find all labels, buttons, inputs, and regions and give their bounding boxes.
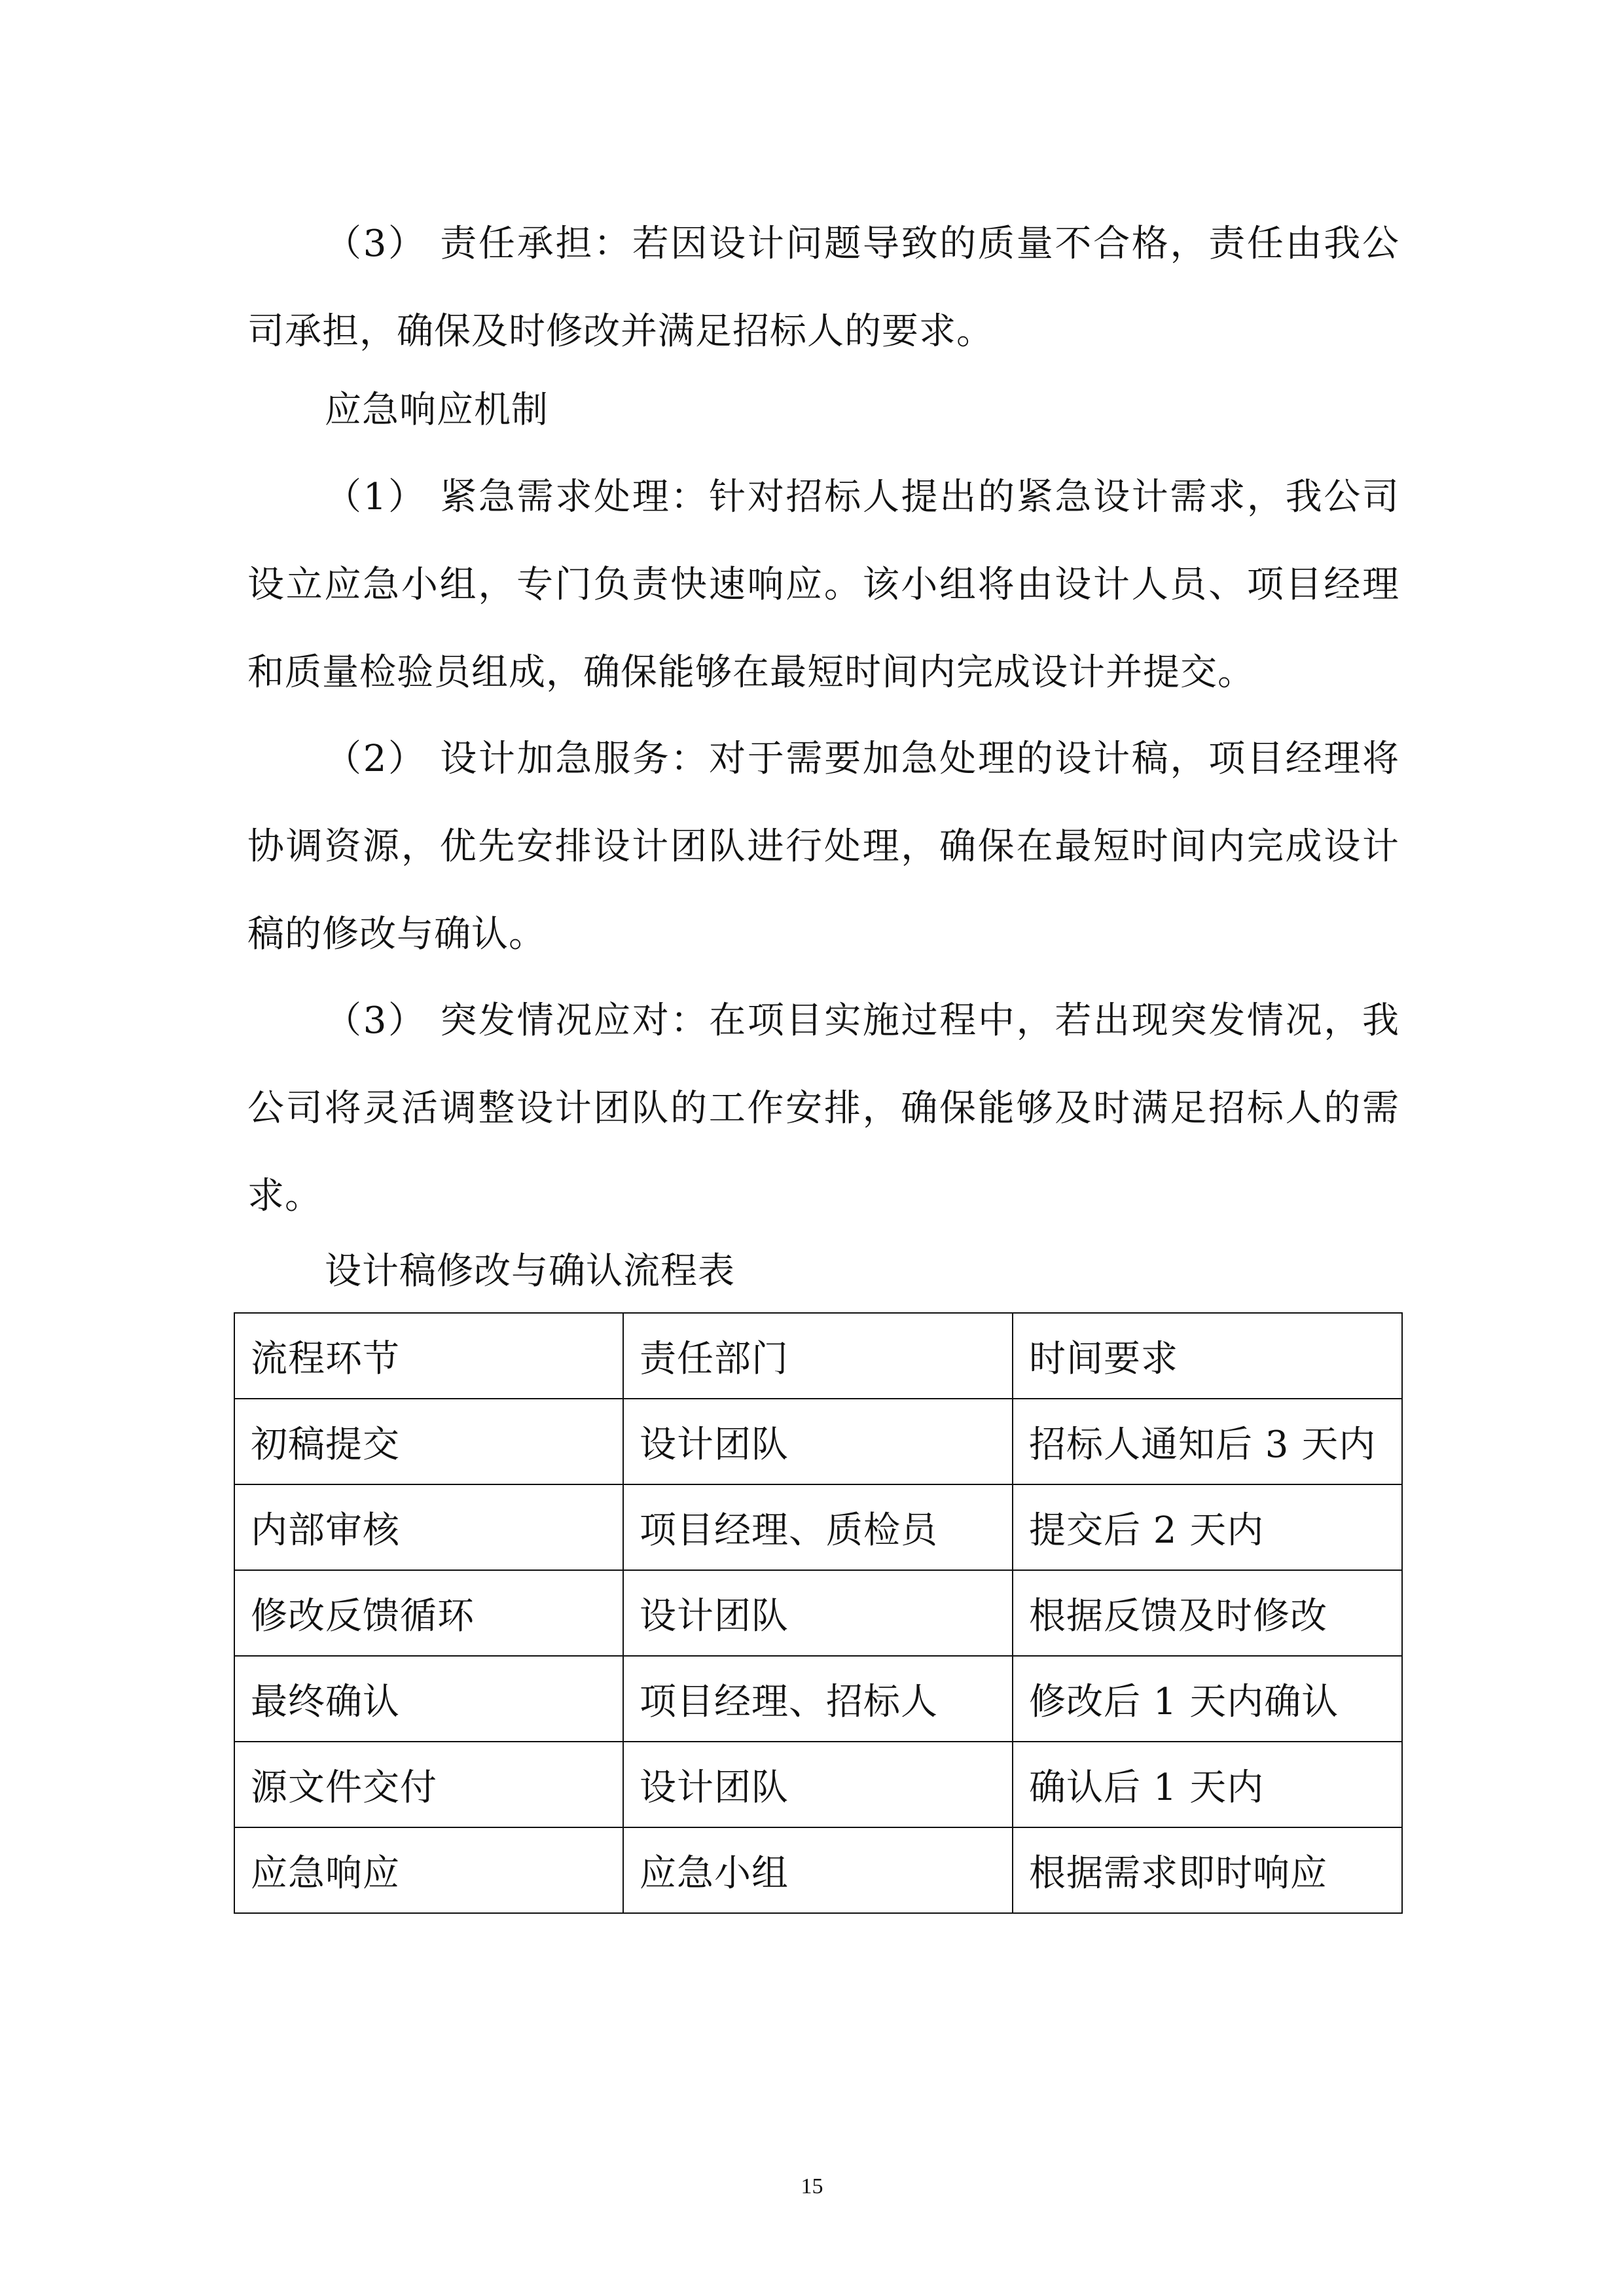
table-cell: 确认后 1 天内 xyxy=(1013,1742,1402,1827)
table-row xyxy=(234,1570,1402,1656)
table-cell: 内部审核 xyxy=(234,1484,623,1570)
table-cell: 设计团队 xyxy=(623,1570,1013,1656)
process-table xyxy=(234,1312,1403,1914)
paragraph-responsibility: （3） 责任承担：若因设计问题导致的质量不合格，责任由我公司承担，确保及时修改并满足招标人的要求。 xyxy=(247,223,1399,353)
table-cell: 根据反馈及时修改 xyxy=(1013,1570,1402,1656)
table-cell: 修改后 1 天内确认 xyxy=(1013,1656,1402,1742)
table-cell: 应急响应 xyxy=(234,1827,623,1913)
table-row xyxy=(234,1656,1402,1742)
header-cell-department: 责任部门 xyxy=(623,1313,1013,1399)
table-cell: 设计团队 xyxy=(623,1399,1013,1484)
table-header-row xyxy=(234,1313,1402,1399)
header-cell-stage: 流程环节 xyxy=(234,1313,623,1399)
table-cell: 提交后 2 天内 xyxy=(1013,1484,1402,1570)
table-row xyxy=(234,1827,1402,1913)
paragraph-expedited-service: （2） 设计加急服务：对于需要加急处理的设计稿，项目经理将协调资源，优先安排设计团队进行处理，确保在最短时间内完成设计稿的修改与确认。 xyxy=(247,738,1399,956)
table-cell: 项目经理、招标人 xyxy=(623,1656,1013,1742)
table-caption: 设计稿修改与确认流程表 xyxy=(325,1250,735,1293)
table-row xyxy=(234,1484,1402,1570)
table-cell: 应急小组 xyxy=(623,1827,1013,1913)
section-heading-emergency-response: 应急响应机制 xyxy=(325,389,549,431)
table-cell: 根据需求即时响应 xyxy=(1013,1827,1402,1913)
table-cell: 项目经理、质检员 xyxy=(623,1484,1013,1570)
table-row xyxy=(234,1742,1402,1827)
table-cell: 设计团队 xyxy=(623,1742,1013,1827)
table-cell: 修改反馈循环 xyxy=(234,1570,623,1656)
paragraph-urgent-needs: （1） 紧急需求处理：针对招标人提出的紧急设计需求，我公司设立应急小组，专门负责快速响应。该小组将由设计人员、项目经理和质量检验员组成，确保能够在最短时间内完成设计并提交。 xyxy=(247,476,1399,694)
table-cell: 源文件交付 xyxy=(234,1742,623,1827)
page-number: 15 xyxy=(801,2174,823,2198)
table-row xyxy=(234,1399,1402,1484)
table-cell: 初稿提交 xyxy=(234,1399,623,1484)
table-cell: 招标人通知后 3 天内 xyxy=(1013,1399,1402,1484)
paragraph-unexpected-situations: （3） 突发情况应对：在项目实施过程中，若出现突发情况，我公司将灵活调整设计团队的工作安排，确保能够及时满足招标人的需求。 xyxy=(247,999,1399,1217)
table-cell: 最终确认 xyxy=(234,1656,623,1742)
header-cell-time: 时间要求 xyxy=(1013,1313,1402,1399)
